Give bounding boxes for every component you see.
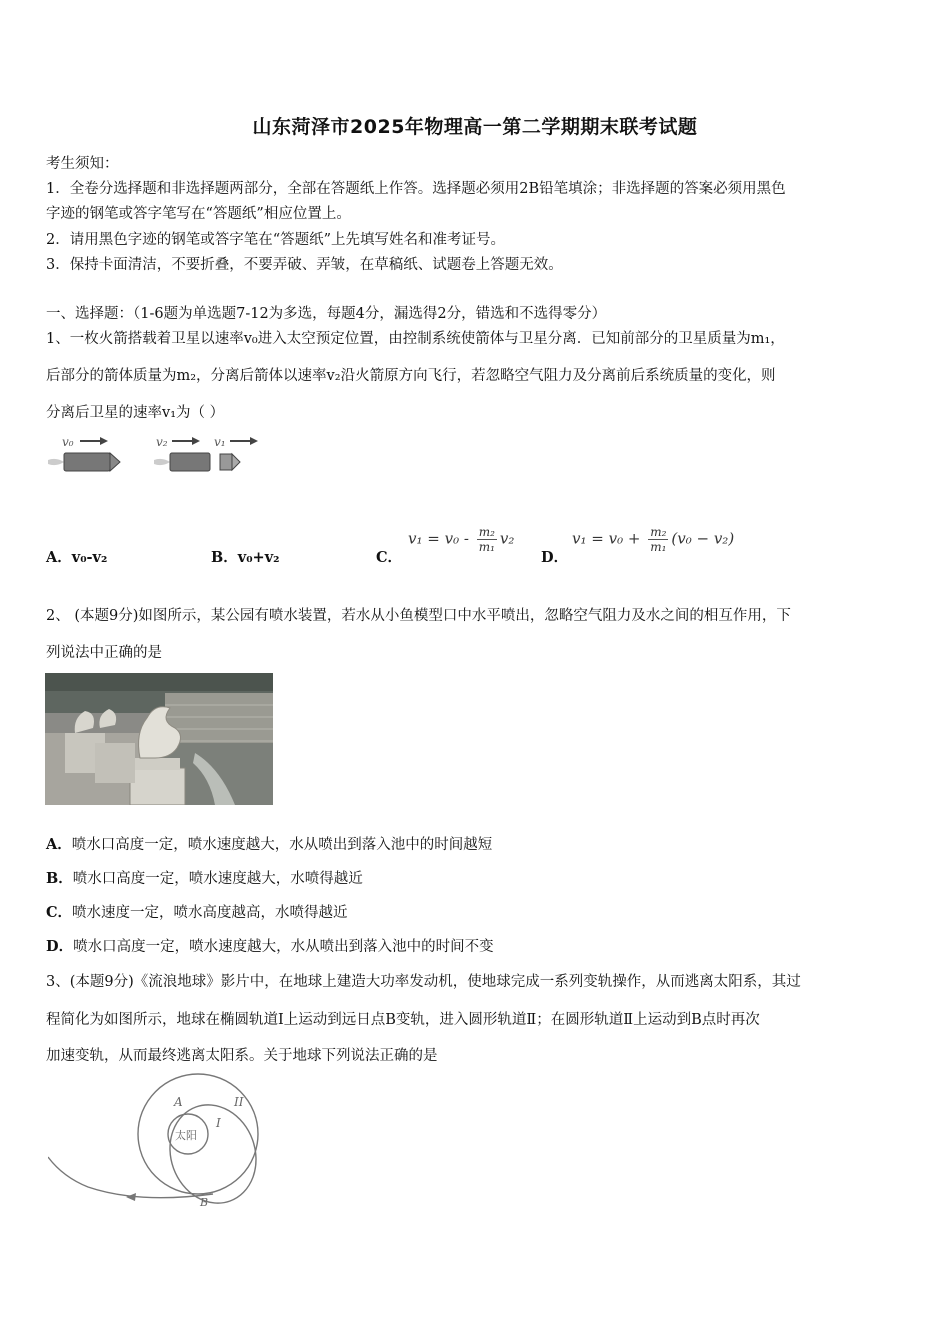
orbit-diagram [48,1072,268,1207]
section-heading: 一、选择题：（1-6题为单选题7-12为多选，每题4分，漏选得2分，错选和不选得零分） [46,306,607,322]
notice-item: 字迹的钢笔或答字笔写在“答题纸”相应位置上。 [46,206,351,222]
notice-item: 2．请用黑色字迹的钢笔或答字笔在“答题纸”上先填写姓名和准考证号。 [46,232,506,248]
option-d[interactable] [46,935,494,956]
option-label: D． [46,938,74,955]
question-2-text: 2、 (本题9分)如图所示，某公园有喷水装置，若水从小鱼模型口中水平喷出，忽略空气阻力及水之间的相互作用，下 [46,608,791,624]
option-d[interactable] [541,546,568,567]
option-b[interactable] [211,546,279,567]
velocity-label-v0: v₀ [62,435,74,449]
question-1-text: 分离后卫星的速率v₁为（ ） [46,405,225,421]
notice-item: 3．保持卡面清洁，不要折叠，不要弄破、弄皱，在草稿纸、试题卷上答题无效。 [46,257,563,273]
question-1-text: 1、一枚火箭搭载着卫星以速率v₀进入太空预定位置，由控制系统使箭体与卫星分离．已知前部分的卫星质量为m₁， [46,331,785,347]
fountain-photo [45,673,273,805]
option-d-formula [572,525,734,554]
option-label: A． [46,836,72,853]
question-3-text: 程简化为如图所示，地球在椭圆轨道Ⅰ上运动到远日点B变轨，进入圆形轨道Ⅱ；在圆形轨道Ⅱ上运动到B点时再次 [46,1012,760,1028]
option-a[interactable] [46,833,492,854]
orbit-ii-label: II [234,1095,244,1109]
formula-lhs: v₁ = v₀ + [572,529,646,548]
option-label: B． [211,549,238,566]
orbit-i-label: I [216,1116,221,1130]
formula-fraction [477,525,497,554]
formula-tail: (v₀ − v₂) [671,529,735,548]
orbit-i [156,1093,268,1207]
option-label: A． [46,549,72,566]
option-label: D． [541,549,569,566]
formula-fraction [648,525,668,554]
question-3-text: 加速变轨，从而最终逃离太阳系。关于地球下列说法正确的是 [46,1048,438,1064]
question-2-text: 列说法中正确的是 [46,645,162,661]
rocket-before [48,435,120,471]
option-text: 喷水口高度一定，喷水速度越大，水从喷出到落入池中的时间越短 [71,837,493,853]
rocket-figure [46,430,261,485]
option-b[interactable] [46,867,363,888]
sun-label: 太阳 [175,1129,197,1142]
question-3-text: 3、(本题9分)《流浪地球》影片中，在地球上建造大功率发动机，使地球完成一系列变轨操作，从而逃离太阳系，其过 [46,974,801,990]
formula-tail: v₂ [499,529,515,548]
velocity-label-v1: v₁ [214,435,226,449]
option-text: 喷水口高度一定，喷水速度越大，水喷得越近 [72,871,363,887]
option-label: C． [46,904,73,921]
point-a-label: A [174,1095,183,1109]
fraction-denominator: m₁ [650,540,667,554]
option-c-formula [408,525,514,554]
option-c[interactable] [46,901,348,922]
formula-lhs: v₁ = v₀ - [408,529,474,548]
option-text: v₀-v₂ [71,549,108,566]
question-1-text: 后部分的箭体质量为m₂，分离后箭体以速率v₂沿火箭原方向飞行，若忽略空气阻力及分离前后系统质量的变化，则 [46,368,776,384]
option-label: B． [46,870,73,887]
orbit-ii [138,1074,258,1194]
fraction-denominator: m₁ [478,540,495,554]
velocity-label-v2: v₂ [156,435,168,449]
notice-item: 1．全卷分选择题和非选择题两部分，全部在答题纸上作答。选择题必须用2B铅笔填涂；非选择题的答案必须用黑色 [46,181,786,197]
point-b-label: B [200,1196,209,1207]
rocket-after [154,435,258,471]
notice-heading: 考生须知： [46,156,119,172]
option-a[interactable] [46,546,107,567]
option-text: 喷水口高度一定，喷水速度越大，水从喷出到落入池中的时间不变 [73,939,494,955]
option-label: C． [376,549,403,566]
option-text: 喷水速度一定，喷水高度越高，水喷得越近 [72,905,348,921]
page-title: 山东菏泽市2025年物理高一第二学期期末联考试题 [252,116,698,138]
fraction-numerator: m₂ [478,525,495,539]
fraction-numerator: m₂ [650,525,667,539]
option-text: v₀+v₂ [237,549,280,566]
option-c[interactable] [376,546,402,567]
